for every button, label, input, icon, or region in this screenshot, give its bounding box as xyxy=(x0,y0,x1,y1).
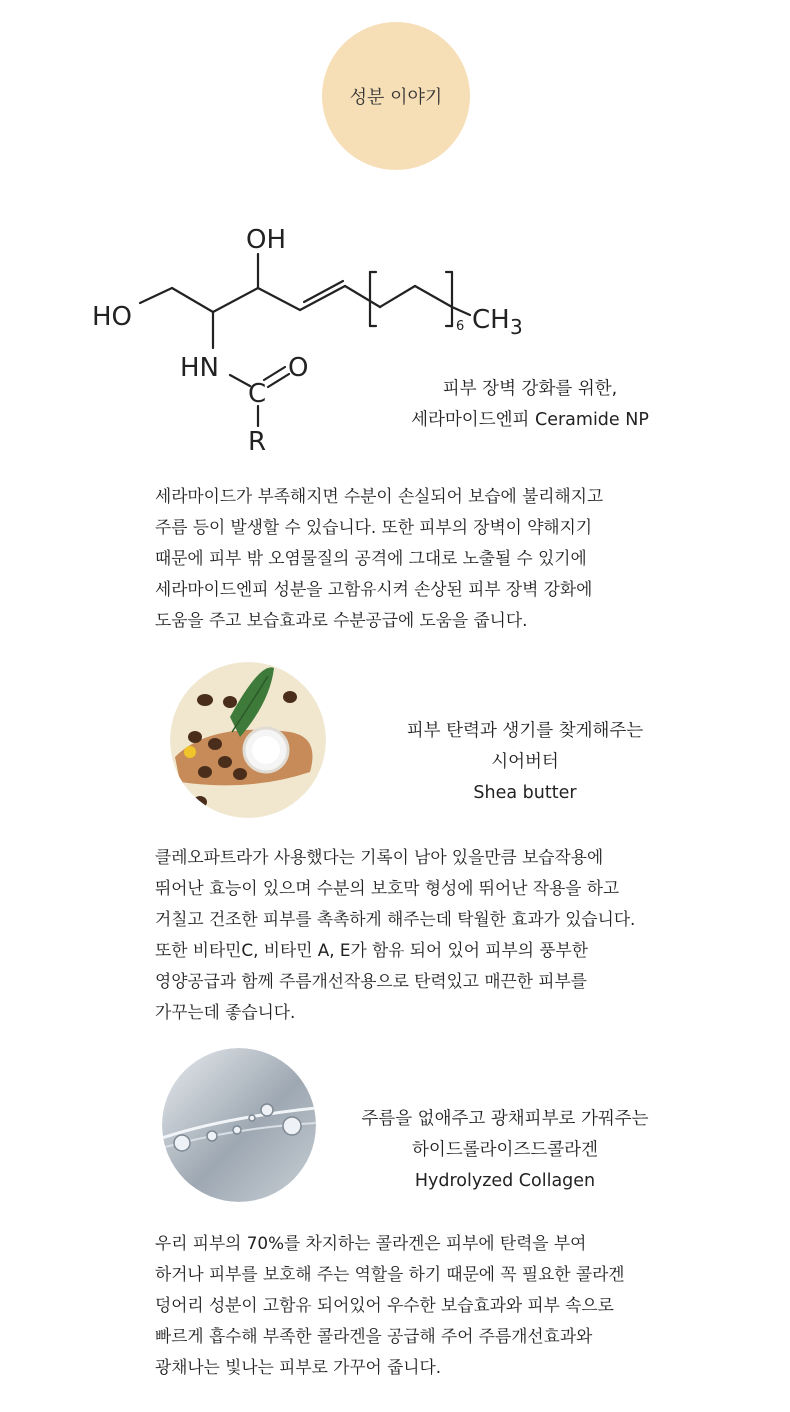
section-badge xyxy=(322,22,470,170)
ceramide-description xyxy=(155,481,675,636)
collagen-description xyxy=(155,1228,675,1383)
text-line: 세라마이드가 부족해지면 수분이 손실되어 보습에 불리해지고 xyxy=(155,486,604,506)
text-line: 하거나 피부를 보호해 주는 역할을 하기 때문에 꼭 필요한 콜라겐 xyxy=(155,1264,625,1284)
shea-caption xyxy=(370,716,680,809)
label-ch3: CH xyxy=(472,305,510,335)
badge-label: 성분 이야기 xyxy=(349,87,443,108)
label-repeat-subscript: 6 xyxy=(456,319,465,334)
text-line: 도움을 주고 보습효과로 수분공급에 도움을 줍니다. xyxy=(155,610,528,630)
text-line: 우리 피부의 70%를 차지하는 콜라겐은 피부에 탄력을 부여 xyxy=(155,1233,587,1253)
label-oh-top: OH xyxy=(246,225,287,255)
text-line: 클레오파트라가 사용했다는 기록이 남아 있을만큼 보습작용에 xyxy=(155,847,604,867)
caption-line: Shea butter xyxy=(473,783,577,803)
text-line: 세라마이드엔피 성분을 고함유시켜 손상된 피부 장벽 강화에 xyxy=(155,579,593,599)
collagen-caption xyxy=(340,1104,670,1197)
text-line: 광채나는 빛나는 피부로 가꾸어 줍니다. xyxy=(155,1357,442,1377)
label-r: R xyxy=(248,427,267,457)
text-line: 가꾸는데 좋습니다. xyxy=(155,1002,296,1022)
label-ho: HO xyxy=(92,302,133,332)
label-hn: HN xyxy=(180,353,219,383)
label-o: O xyxy=(288,353,309,383)
shea-butter-photo xyxy=(170,662,326,818)
collagen-droplet-photo xyxy=(162,1048,316,1202)
text-line: 때문에 피부 밖 오염물질의 공격에 그대로 노출될 수 있기에 xyxy=(155,548,587,568)
label-c: C xyxy=(248,379,267,409)
label-ch3-sub: 3 xyxy=(510,315,523,339)
caption-line: 시어버터 xyxy=(491,752,559,772)
text-line: 뛰어난 효능이 있으며 수분의 보호막 형성에 뛰어난 작용을 하고 xyxy=(155,878,620,898)
text-line: 또한 비타민C, 비타민 A, E가 함유 되어 있어 피부의 풍부한 xyxy=(155,940,588,960)
text-line: 덩어리 성분이 고함유 되어있어 우수한 보습효과와 피부 속으로 xyxy=(155,1295,614,1315)
caption-line: 주름을 없애주고 광채피부로 가꿔주는 xyxy=(361,1109,649,1129)
text-line: 주름 등이 발생할 수 있습니다. 또한 피부의 장벽이 약해지기 xyxy=(155,517,593,537)
ceramide-caption xyxy=(370,374,690,436)
caption-line: 세라마이드엔피 Ceramide NP xyxy=(411,410,649,430)
text-line: 영양공급과 함께 주름개선작용으로 탄력있고 매끈한 피부를 xyxy=(155,971,587,991)
text-line: 거칠고 건조한 피부를 촉촉하게 해주는데 탁월한 효과가 있습니다. xyxy=(155,909,636,929)
caption-line: 피부 탄력과 생기를 찾게해주는 xyxy=(406,721,644,741)
text-line: 빠르게 흡수해 부족한 콜라겐을 공급해 주어 주름개선효과와 xyxy=(155,1326,593,1346)
caption-line: 하이드롤라이즈드콜라겐 xyxy=(412,1140,598,1160)
caption-line: 피부 장벽 강화를 위한, xyxy=(442,379,618,399)
shea-description xyxy=(155,842,675,1028)
caption-line: Hydrolyzed Collagen xyxy=(414,1171,596,1191)
